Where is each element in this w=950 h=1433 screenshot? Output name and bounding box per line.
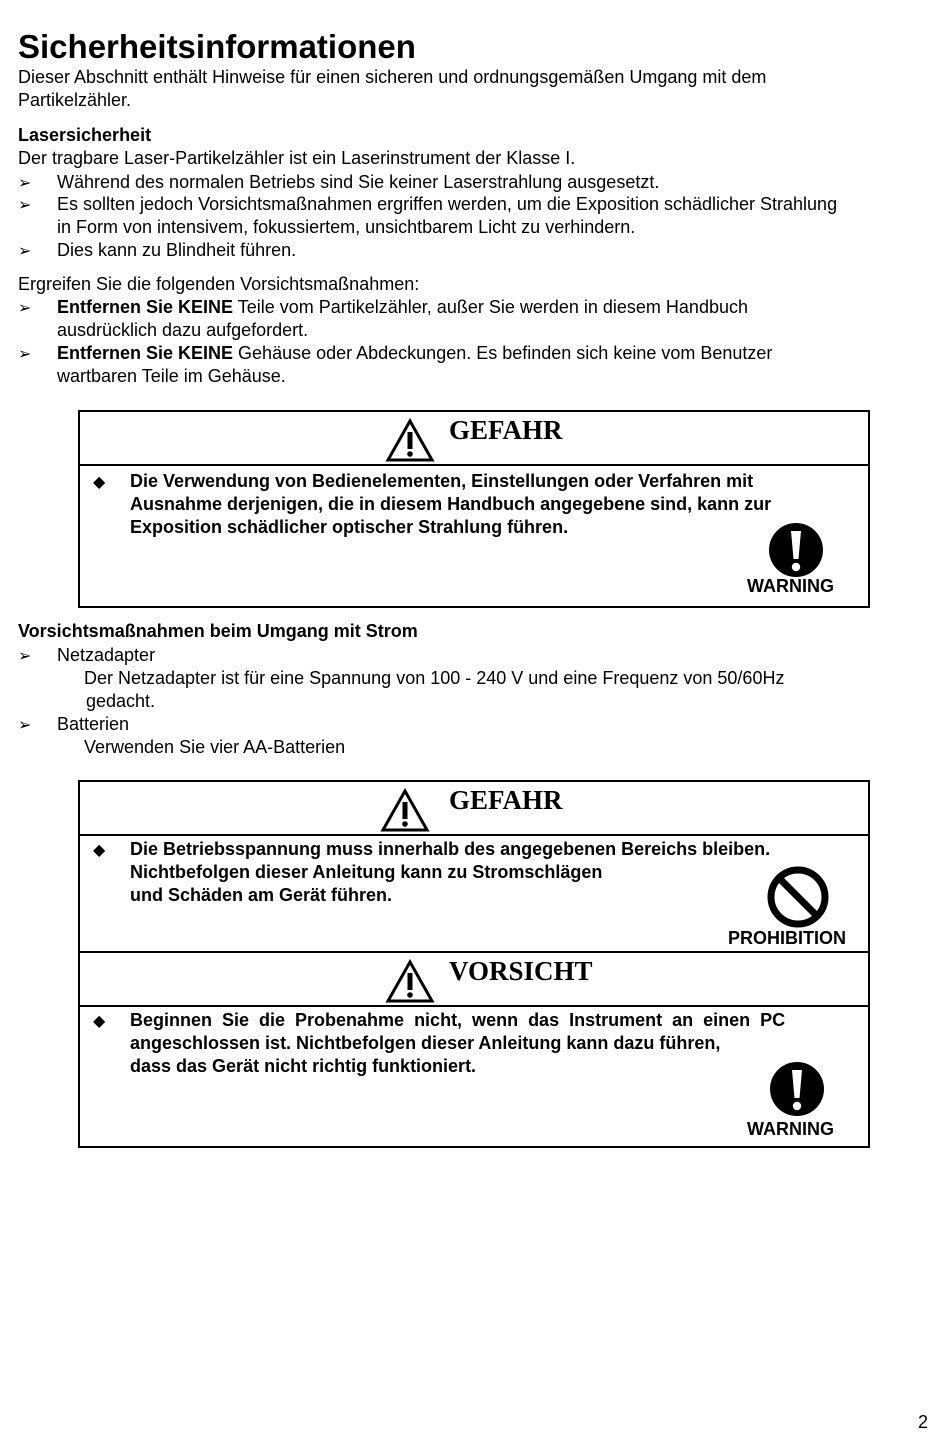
precaution-item-1: [57, 296, 748, 319]
warning-triangle-icon: [385, 959, 435, 1003]
power-adapter-label: Netzadapter: [57, 645, 156, 665]
diamond-bullet-icon: ◆: [93, 1011, 106, 1030]
power-adapter-text-2: gedacht.: [86, 691, 156, 711]
caution-text-line-3: dass das Gerät nicht richtig funktioniert.: [130, 1056, 477, 1076]
precaution-item-2: [57, 342, 772, 365]
danger-text-line-3: und Schäden am Gerät führen.: [130, 885, 393, 905]
power-battery-label: Batterien: [57, 714, 130, 734]
precaution-item-2-cont: wartbaren Teile im Gehäuse.: [57, 366, 286, 386]
danger-box-body: [80, 836, 868, 953]
caution-text-line-2: angeschlossen ist. Nichtbefolgen dieser Anleitung kann dazu führen,: [130, 1033, 721, 1053]
warning-triangle-icon: [385, 418, 435, 462]
power-battery-text: Verwenden Sie vier AA-Batterien: [84, 737, 346, 757]
danger-text-line-1: Die Verwendung von Bedienelementen, Einstellungen oder Verfahren mit: [130, 471, 754, 491]
power-adapter-text-1: Der Netzadapter ist für eine Spannung von 100 - 240 V und eine Frequenz von 50/60Hz: [84, 668, 785, 688]
page-number: 2: [918, 1412, 929, 1432]
danger-text-line-1: Die Betriebsspannung muss innerhalb des angegebenen Bereichs bleiben.: [130, 839, 771, 859]
diamond-bullet-icon: ◆: [93, 840, 106, 859]
precaution-item-2-bold: Entfernen Sie KEINE: [57, 343, 234, 363]
caution-label: VORSICHT: [449, 956, 593, 986]
arrow-bullet-icon: ➢: [18, 715, 32, 734]
arrow-bullet-icon: ➢: [18, 646, 32, 665]
intro-line-2: Partikelzähler.: [18, 90, 132, 110]
danger-box-body: [80, 466, 868, 606]
diamond-bullet-icon: ◆: [93, 472, 106, 491]
arrow-bullet-icon: ➢: [18, 195, 32, 214]
caution-box-body: [80, 1007, 868, 1146]
danger-box-header: [80, 782, 868, 836]
exclamation-circle-icon: [768, 522, 824, 578]
exclamation-circle-icon: [769, 1061, 825, 1117]
arrow-bullet-icon: ➢: [18, 241, 32, 260]
laser-section-title: Lasersicherheit: [18, 125, 152, 145]
prohibition-icon: [767, 866, 829, 928]
caution-text-line-1: Beginnen Sie die Probenahme nicht, wenn das Instrument an einen PC: [130, 1010, 786, 1030]
danger-box-header: [80, 412, 868, 466]
danger-box-power: [78, 780, 870, 1148]
danger-label: GEFAHR: [449, 785, 563, 815]
arrow-bullet-icon: ➢: [18, 344, 32, 363]
arrow-bullet-icon: ➢: [18, 298, 32, 317]
danger-label: GEFAHR: [449, 415, 563, 445]
precaution-item-2-text: Gehäuse oder Abdeckungen. Es befinden sich keine vom Benutzer: [233, 343, 773, 363]
warning-symbol-label: WARNING: [747, 576, 834, 596]
warning-symbol-label: WARNING: [747, 1119, 834, 1139]
laser-intro-text: Der tragbare Laser-Partikelzähler ist ein Laserinstrument der Klasse I.: [18, 148, 576, 168]
caution-box-header: [80, 953, 868, 1007]
warning-triangle-icon: [380, 788, 430, 832]
danger-text-line-2: Nichtbefolgen dieser Anleitung kann zu Stromschlägen: [130, 862, 603, 882]
power-section-title: Vorsichtsmaßnahmen beim Umgang mit Strom: [18, 621, 418, 641]
prohibition-symbol-label: PROHIBITION: [728, 928, 847, 948]
danger-box-laser: [78, 410, 870, 608]
page-title: Sicherheitsinformationen: [18, 28, 416, 65]
laser-bullet-2-cont: in Form von intensivem, fokussiertem, unsichtbarem Licht zu verhindern.: [57, 217, 636, 237]
laser-bullet-2: Es sollten jedoch Vorsichtsmaßnahmen ergriffen werden, um die Exposition schädlicher Strahlung: [57, 194, 838, 214]
precaution-item-1-text: Teile vom Partikelzähler, außer Sie werden in diesem Handbuch: [233, 297, 748, 317]
intro-line-1: Dieser Abschnitt enthält Hinweise für einen sicheren und ordnungsgemäßen Umgang mit dem: [18, 67, 767, 87]
danger-text-line-2: Ausnahme derjenigen, die in diesem Handbuch angegebene sind, kann zur: [130, 494, 772, 514]
laser-bullet-1: Während des normalen Betriebs sind Sie keiner Laserstrahlung ausgesetzt.: [57, 172, 660, 192]
precaution-item-1-bold: Entfernen Sie KEINE: [57, 297, 234, 317]
danger-text-line-3: Exposition schädlicher optischer Strahlung führen.: [130, 517, 569, 537]
arrow-bullet-icon: ➢: [18, 173, 32, 192]
precautions-intro: Ergreifen Sie die folgenden Vorsichtsmaßnahmen:: [18, 274, 420, 294]
laser-bullet-3: Dies kann zu Blindheit führen.: [57, 240, 297, 260]
precaution-item-1-cont: ausdrücklich dazu aufgefordert.: [57, 320, 309, 340]
